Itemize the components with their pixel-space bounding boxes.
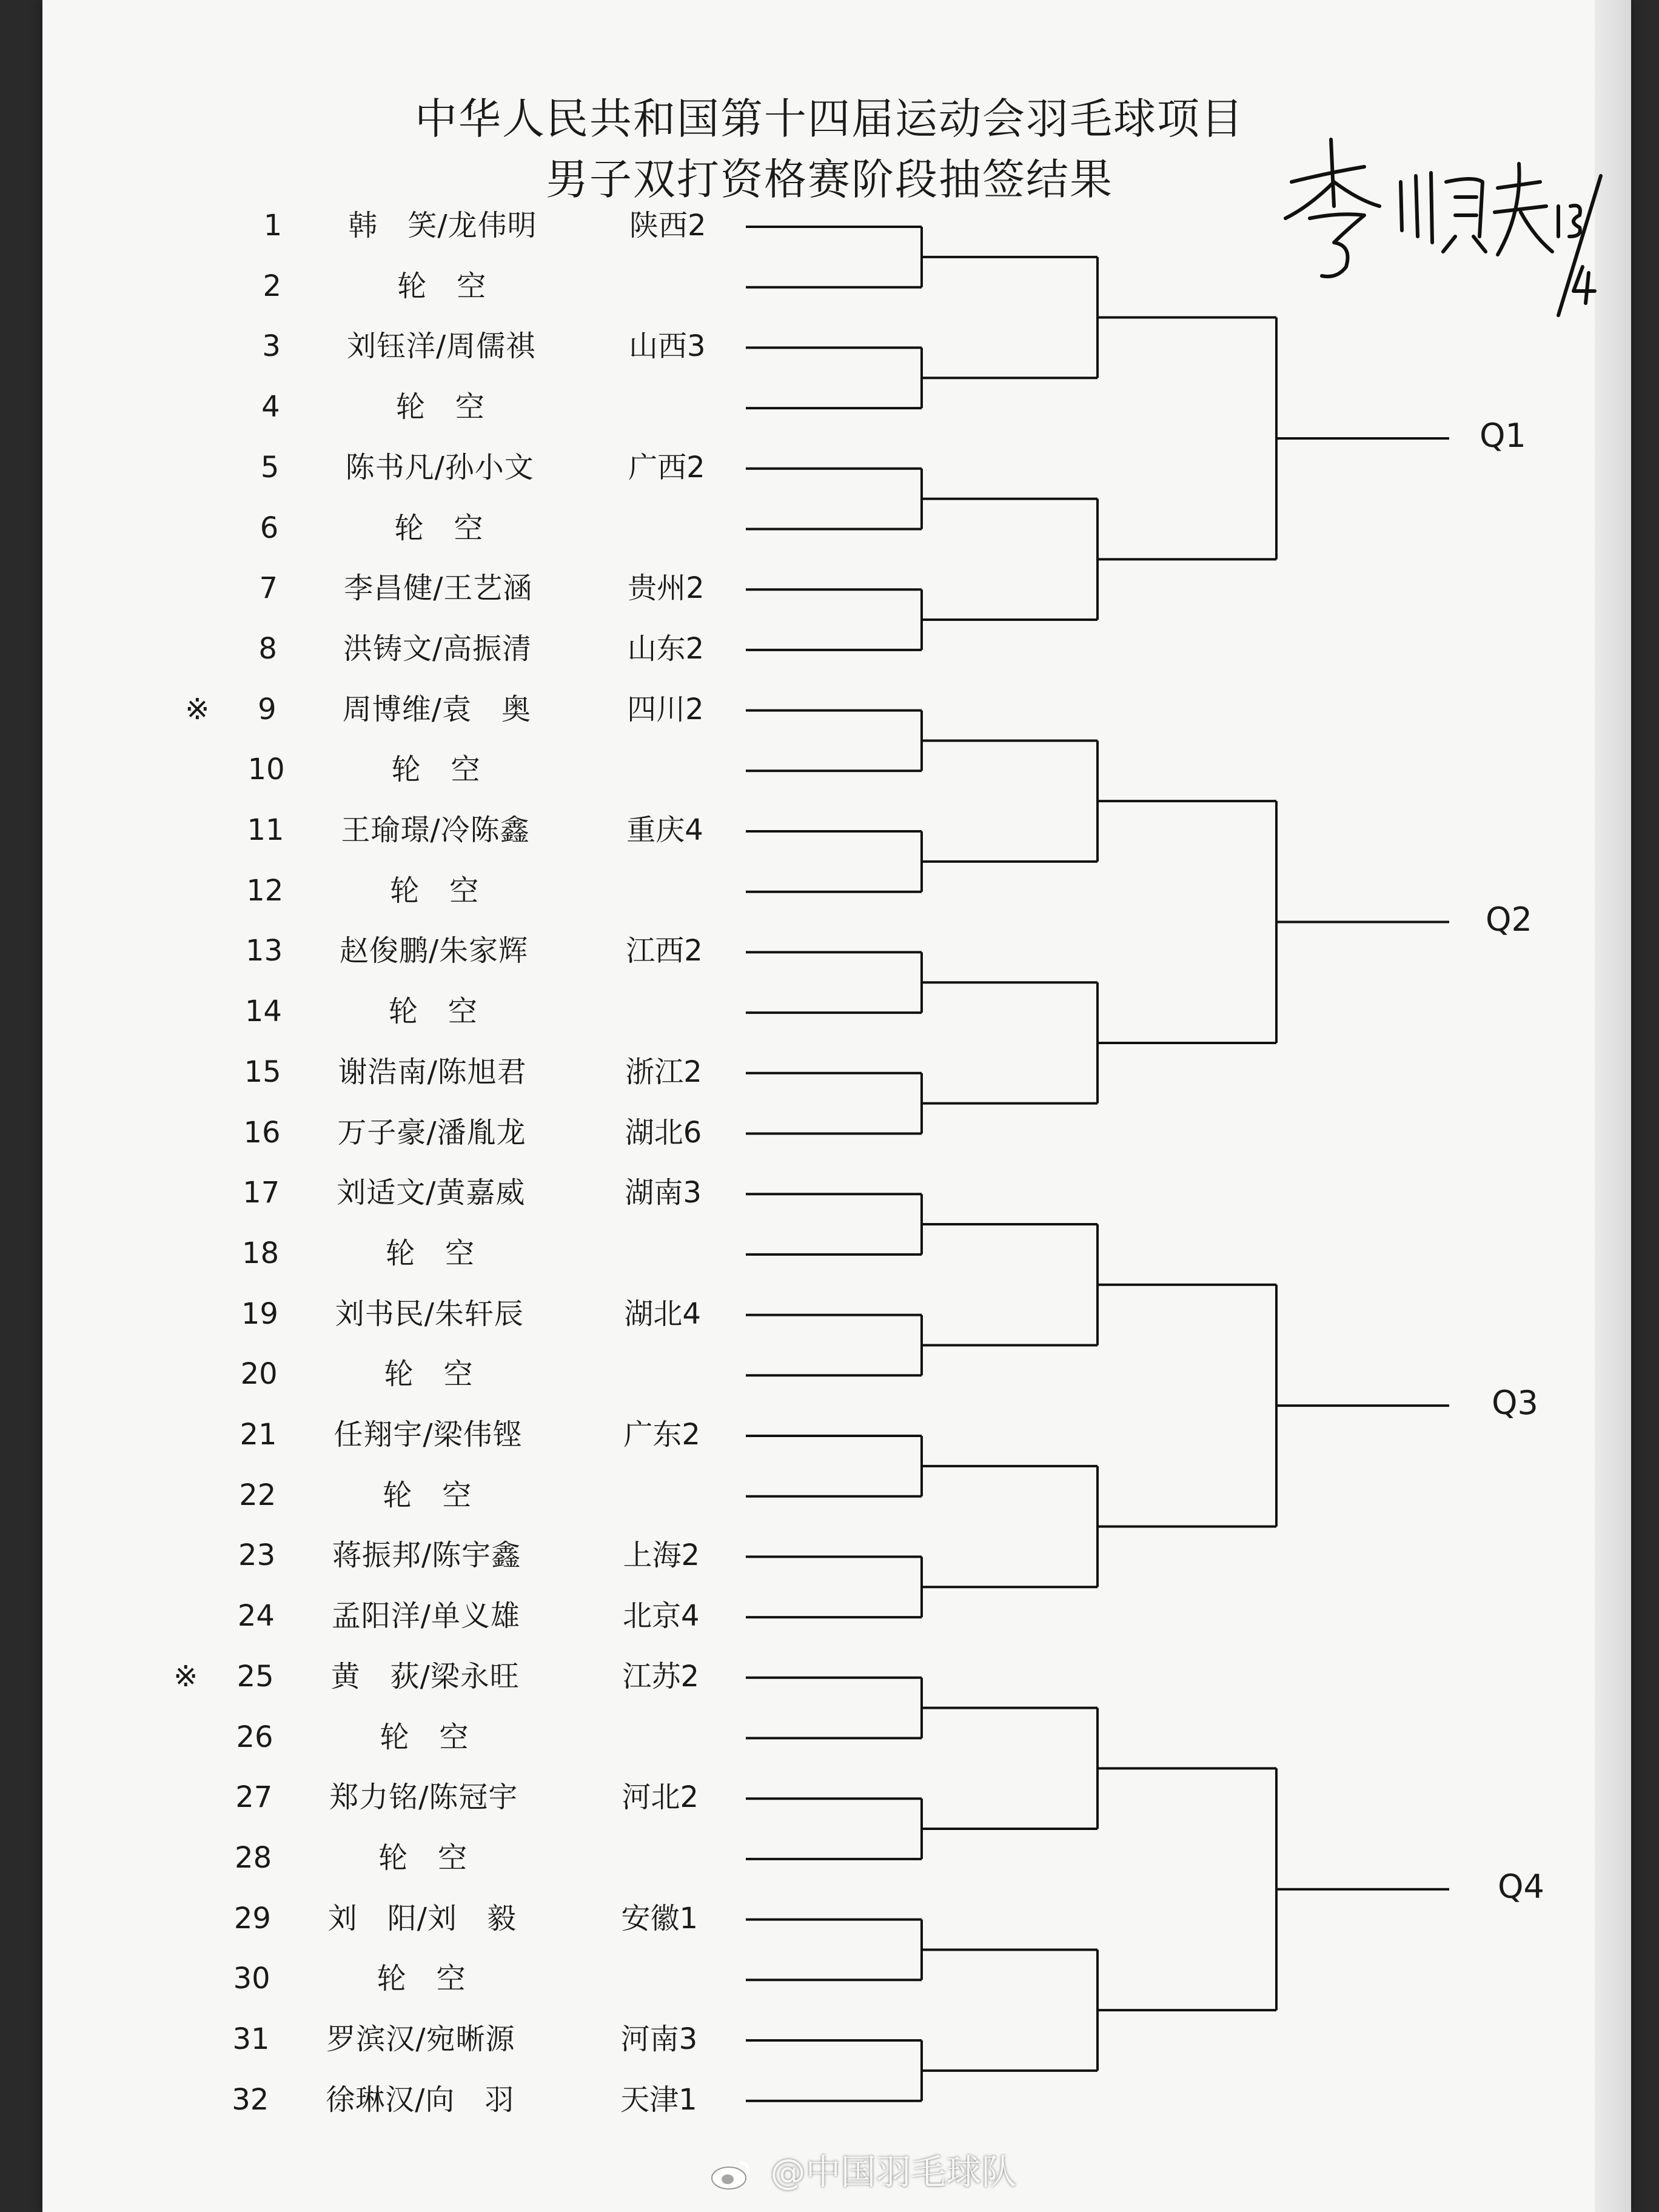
entry-pair: 洪铸文/高振清 xyxy=(343,631,532,666)
entry-number: 7 xyxy=(259,571,278,606)
entry-team: 江苏2 xyxy=(622,1659,700,1694)
entry-pair: 刘书民/朱轩辰 xyxy=(335,1296,524,1331)
entry-team: 浙江2 xyxy=(625,1054,702,1089)
entry-number: 4 xyxy=(261,390,280,424)
entry-pair: 郑力铭/陈冠宇 xyxy=(329,1780,518,1815)
entry-team: 天津1 xyxy=(620,2082,697,2117)
entry-pair: 罗滨汉/宛晰源 xyxy=(326,2022,515,2056)
entry-number: 13 xyxy=(246,934,283,968)
entry-team: 陕西2 xyxy=(629,209,706,243)
entry-pair: 轮 空 xyxy=(386,1236,475,1270)
entry-number: 27 xyxy=(235,1780,273,1815)
entry-team: 贵州2 xyxy=(628,571,705,606)
entry-pair: 周博维/袁 奥 xyxy=(342,692,531,726)
entry-pair: 任翔宇/梁伟铿 xyxy=(333,1418,523,1452)
entry-number: 1 xyxy=(263,209,283,243)
entry-number: 22 xyxy=(239,1478,276,1512)
entry-number: 8 xyxy=(258,631,277,666)
seed-mark: ※ xyxy=(185,692,210,726)
entry-number: 9 xyxy=(258,692,276,726)
entry-number: 2 xyxy=(263,269,282,303)
entry-number: 15 xyxy=(244,1054,281,1089)
entry-pair: 轮 空 xyxy=(397,269,487,303)
entry-number: 23 xyxy=(238,1538,276,1573)
entry-pair: 轮 空 xyxy=(380,1720,469,1754)
entry-team: 广西2 xyxy=(628,450,705,484)
entry-pair: 韩 笑/龙伟明 xyxy=(348,209,537,243)
entry-number: 20 xyxy=(240,1357,278,1392)
entry-team: 河北2 xyxy=(622,1780,699,1815)
document-subtitle: 男子双打资格赛阶段抽签结果 xyxy=(546,155,1113,204)
seed-mark: ※ xyxy=(173,1659,198,1694)
entry-pair: 轮 空 xyxy=(383,1478,472,1512)
qualifier-label: Q3 xyxy=(1492,1384,1538,1423)
entry-pair: 刘适文/黄嘉威 xyxy=(337,1176,526,1210)
entry-pair: 李昌健/王艺涵 xyxy=(344,571,533,606)
entry-team: 湖北4 xyxy=(624,1296,701,1331)
entry-team: 北京4 xyxy=(622,1599,700,1634)
entry-team: 湖南3 xyxy=(625,1176,702,1210)
entry-team: 重庆4 xyxy=(626,813,703,847)
entry-pair: 轮 空 xyxy=(384,1357,474,1392)
weibo-watermark xyxy=(709,2143,1016,2194)
entry-number: 19 xyxy=(241,1296,278,1331)
entry-team: 四川2 xyxy=(627,692,704,726)
entry-pair: 孟阳洋/单义雄 xyxy=(331,1599,520,1634)
entry-number: 29 xyxy=(233,1901,271,1936)
entry-number: 10 xyxy=(247,752,285,787)
entry-pair: 王瑜璟/冷陈鑫 xyxy=(341,813,530,847)
entry-number: 26 xyxy=(236,1720,273,1754)
entry-pair: 轮 空 xyxy=(377,1962,466,1996)
entry-pair: 轮 空 xyxy=(378,1840,468,1875)
entry-number: 6 xyxy=(260,511,279,545)
entry-number: 18 xyxy=(242,1236,280,1270)
entry-team: 河南3 xyxy=(620,2022,698,2056)
entry-pair: 轮 空 xyxy=(395,390,485,424)
entry-number: 21 xyxy=(240,1418,277,1452)
qualifier-label: Q2 xyxy=(1486,900,1532,939)
watermark-text: @中国羽毛球队 xyxy=(770,2151,1017,2193)
entry-team: 广东2 xyxy=(623,1418,700,1452)
entry-number: 16 xyxy=(243,1115,281,1150)
document-title: 中华人民共和国第十四届运动会羽毛球项目 xyxy=(415,94,1244,144)
entry-number: 24 xyxy=(237,1599,275,1634)
entry-number: 12 xyxy=(246,873,284,908)
entry-pair: 黄 荻/梁永旺 xyxy=(330,1659,520,1694)
entry-number: 17 xyxy=(243,1176,280,1210)
entry-number: 3 xyxy=(262,329,281,364)
entry-pair: 刘钰洋/周儒祺 xyxy=(347,329,536,364)
entry-pair: 谢浩南/陈旭君 xyxy=(338,1054,527,1089)
entry-team: 安徽1 xyxy=(621,1901,699,1936)
entry-pair: 轮 空 xyxy=(391,752,481,787)
qualifier-label: Q4 xyxy=(1498,1867,1544,1906)
qualifier-label: Q1 xyxy=(1480,416,1526,455)
entry-pair: 蒋振邦/陈宇鑫 xyxy=(332,1538,521,1573)
entry-number: 28 xyxy=(235,1840,272,1875)
entry-pair: 陈书凡/孙小文 xyxy=(345,450,534,484)
entry-number: 31 xyxy=(232,2022,270,2056)
entry-team: 山西3 xyxy=(629,329,706,364)
entry-pair: 轮 空 xyxy=(394,511,484,545)
entry-pair: 刘 阳/刘 毅 xyxy=(327,1901,517,1936)
entry-number: 11 xyxy=(247,813,284,847)
entry-number: 5 xyxy=(260,450,280,484)
entry-number: 32 xyxy=(232,2082,269,2117)
weibo-icon xyxy=(709,2157,752,2191)
entry-team: 湖北6 xyxy=(625,1115,702,1150)
entry-team: 上海2 xyxy=(623,1538,700,1573)
entry-pair: 轮 空 xyxy=(390,873,480,908)
entry-number: 25 xyxy=(236,1659,274,1694)
entry-pair: 赵俊鹏/朱家辉 xyxy=(340,934,529,968)
entry-team: 江西2 xyxy=(626,934,703,968)
entry-pair: 轮 空 xyxy=(388,994,478,1029)
entry-number: 30 xyxy=(233,1962,270,1996)
entry-number: 14 xyxy=(244,994,282,1029)
entry-pair: 徐琳汉/向 羽 xyxy=(326,2082,515,2117)
entry-team: 山东2 xyxy=(627,631,705,666)
entry-pair: 万子豪/潘胤龙 xyxy=(337,1115,526,1150)
